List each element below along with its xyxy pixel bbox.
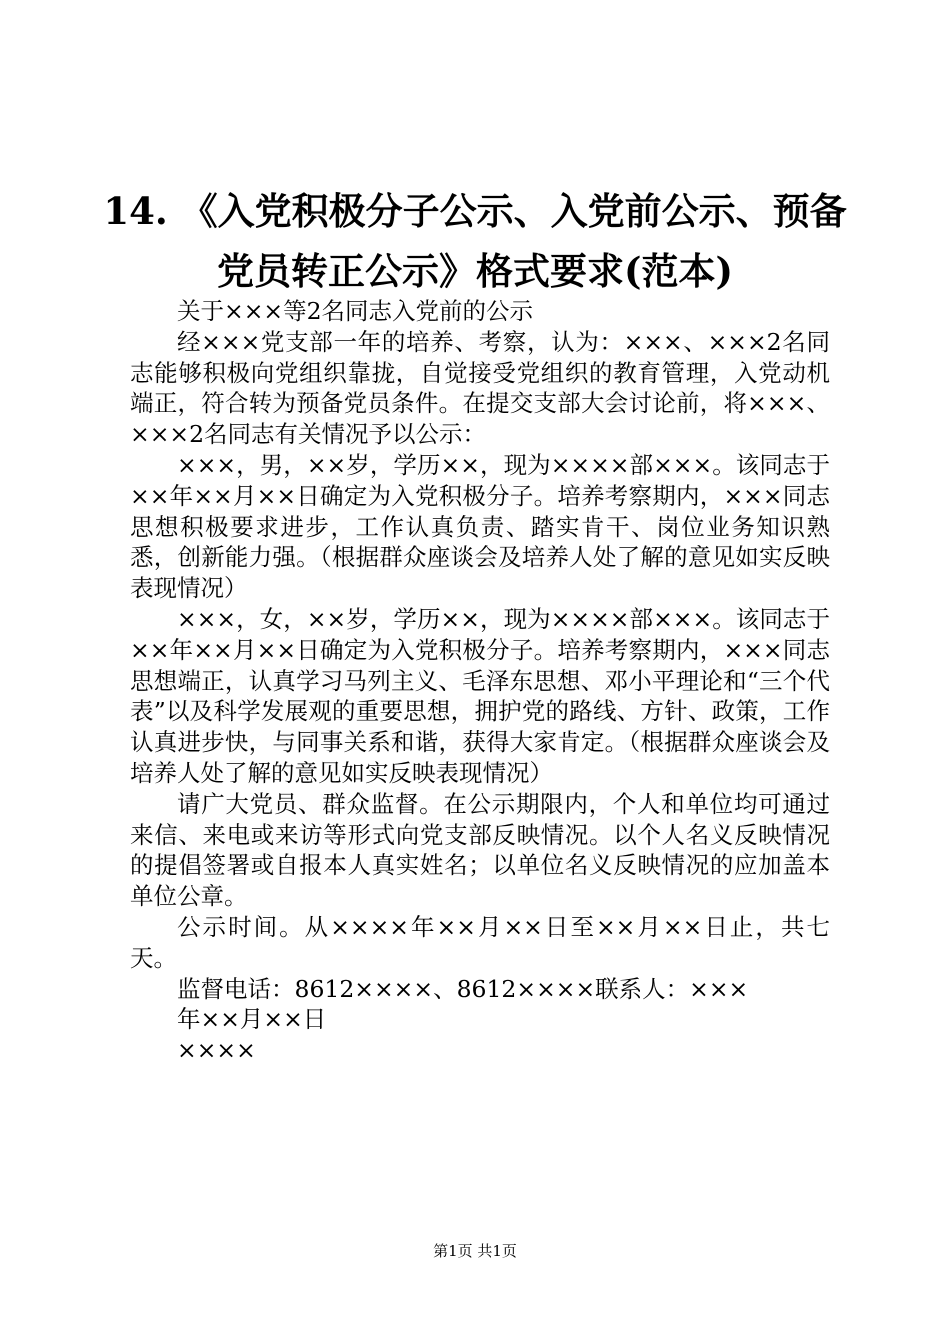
page-footer: 第1页 共1页 [433,1242,517,1260]
notice-heading: 关于×××等2名同志入党前的公示 [177,297,534,325]
paragraph-intro: 经×××党支部一年的培养、考察，认为：×××、×××2名同志能够积极向党组织靠拢，自觉接受党组织的教育管理，入党动机端正，符合转为预备党员条件。在提交支部大会讨论前，将×××、×××2名同志有关情况予以公示： [130,327,830,449]
paragraph-signature: ×××× [177,1036,256,1065]
paragraph-candidate-2: ×××，女，××岁，学历××，现为××××部×××。该同志于××年××月××日确定为入党积极分子。培养考察期内，×××同志思想端正，认真学习马列主义、毛泽东思想、邓小平理论和“三个代表”以及科学发展观的重要思想，拥护党的路线、方针、政策，工作认真进步快，与同事关系和谐，获得大家肯定。（根据群众座谈会及培养人处了解的意见如实反映表现情况） [130,604,830,787]
paragraph-period: 公示时间。从××××年××月××日至××月××日止，共七天。 [130,912,830,972]
document-title-line-2: 党员转正公示》格式要求(范本) [216,249,733,293]
paragraph-supervision: 请广大党员、群众监督。在公示期限内，个人和单位均可通过来信、来电或来访等形式向党支部反映情况。以个人名义反映情况的提倡签署或自报本人真实姓名；以单位名义反映情况的应加盖本单位公章。 [130,789,830,911]
paragraph-date: 年××月××日 [177,1005,327,1034]
paragraph-candidate-1: ×××，男，××岁，学历××，现为××××部×××。该同志于××年××月××日确定为入党积极分子。培养考察期内，×××同志思想积极要求进步，工作认真负责、踏实肯干、岗位业务知识熟悉，创新能力强。（根据群众座谈会及培养人处了解的意见如实反映表现情况） [130,450,830,603]
document-body [130,296,830,1066]
document-title-line-1: 14. 《入党积极分子公示、入党前公示、预备 [103,189,847,233]
paragraph-contact: 监督电话：8612××××、8612××××联系人：××× [177,974,749,1003]
